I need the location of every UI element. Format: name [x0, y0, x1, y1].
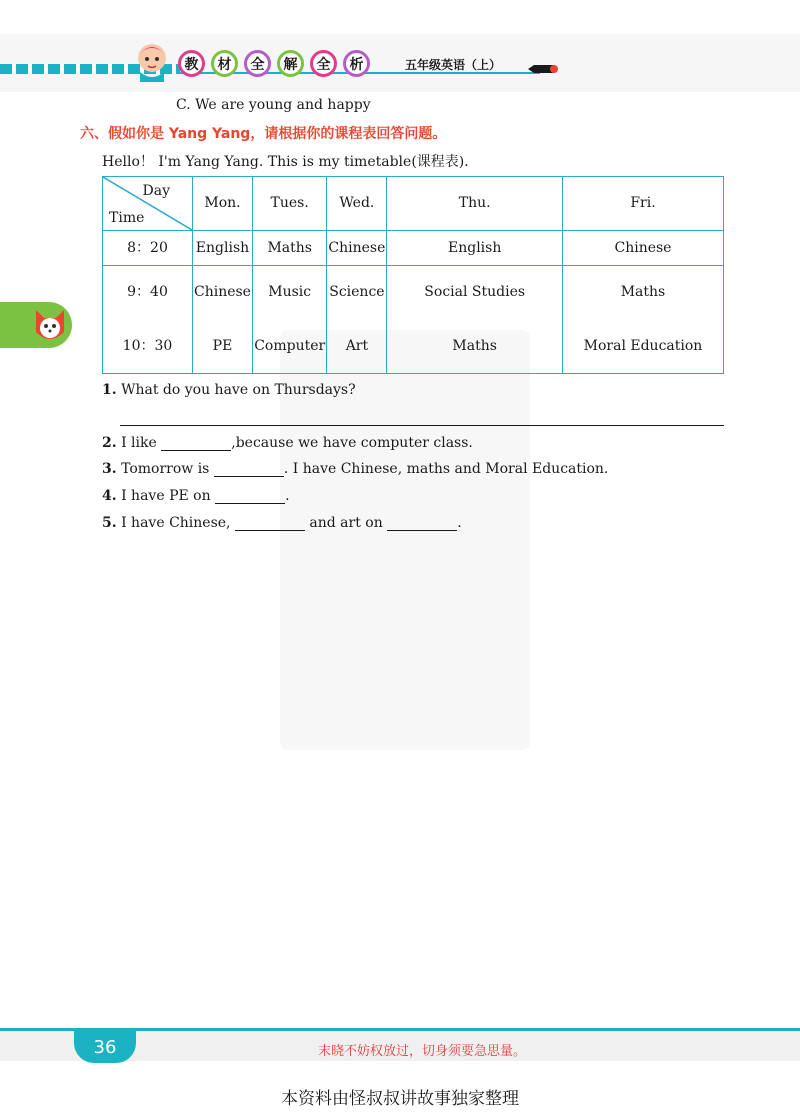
question-number: 1.	[102, 382, 117, 398]
answer-blank[interactable]	[214, 462, 284, 477]
title-char: 全	[310, 50, 337, 77]
corner-cell	[103, 177, 193, 231]
subject-cell: Computer	[252, 320, 326, 374]
question-number: 3.	[102, 461, 117, 477]
mascot-girl-icon	[130, 38, 174, 82]
time-cell: 10：30	[103, 320, 193, 374]
footer-quote: 末晓不妨权放过，切身须要急思量。	[318, 1044, 527, 1059]
answer-line[interactable]	[120, 425, 724, 426]
header-band	[0, 34, 800, 92]
subject-cell: English	[193, 231, 253, 266]
intro-text: Hello！ I'm Yang Yang. This is my timetable(课程表).	[102, 154, 469, 170]
subject-cell: Chinese	[193, 266, 253, 320]
table-row	[103, 231, 724, 266]
answer-blank[interactable]	[235, 516, 305, 531]
title-char: 解	[277, 50, 304, 77]
question-3	[102, 461, 608, 477]
table-row	[103, 320, 724, 374]
answer-blank[interactable]	[161, 436, 231, 451]
section-heading: 六、假如你是 Yang Yang，请根据你的课程表回答问题。	[80, 126, 447, 142]
footer-credit: 本资料由怪叔叔讲故事独家整理	[281, 1089, 519, 1109]
answer-blank[interactable]	[215, 489, 285, 504]
time-cell: 8：20	[103, 231, 193, 266]
subject-cell: Music	[252, 266, 326, 320]
day-header: Tues.	[252, 177, 326, 231]
subject-cell: Social Studies	[387, 266, 563, 320]
day-header: Thu.	[387, 177, 563, 231]
subject-cell: Moral Education	[562, 320, 723, 374]
question-4	[102, 488, 290, 504]
book-title	[178, 50, 370, 77]
subject-cell: Chinese	[562, 231, 723, 266]
subject-cell: PE	[193, 320, 253, 374]
question-number: 2.	[102, 435, 117, 451]
table-header-row	[103, 177, 724, 231]
subject-cell: Art	[327, 320, 387, 374]
question-number: 4.	[102, 488, 117, 504]
title-char: 全	[244, 50, 271, 77]
answer-blank[interactable]	[387, 516, 457, 531]
title-char: 析	[343, 50, 370, 77]
subject-cell: Maths	[562, 266, 723, 320]
page-number: 36	[74, 1031, 136, 1063]
day-header: Mon.	[193, 177, 253, 231]
question-5	[102, 515, 462, 531]
day-header: Fri.	[562, 177, 723, 231]
question-text: What do you have on Thursdays?	[121, 382, 356, 398]
title-char: 教	[178, 50, 205, 77]
question-2	[102, 435, 473, 451]
subject-cell: Maths	[252, 231, 326, 266]
time-cell: 9：40	[103, 266, 193, 320]
question-text: I like	[121, 435, 157, 451]
question-text: I have Chinese,	[121, 515, 231, 531]
question-1	[102, 382, 356, 398]
subject-cell: Maths	[387, 320, 563, 374]
timetable	[102, 176, 724, 374]
table-row	[103, 266, 724, 320]
question-text: . I have Chinese, maths and Moral Education.	[283, 461, 609, 477]
title-char: 材	[211, 50, 238, 77]
subject-cell: Science	[327, 266, 387, 320]
grade-label: 五年级英语（上）	[405, 58, 502, 72]
question-text: Tomorrow is	[121, 461, 210, 477]
corner-time-label: Time	[109, 210, 145, 226]
question-text: and art on	[309, 515, 383, 531]
subject-cell: Chinese	[327, 231, 387, 266]
pencil-icon	[528, 64, 558, 74]
question-text: I have PE on	[121, 488, 211, 504]
previous-option-c: C. We are young and happy	[176, 97, 371, 113]
subject-cell: English	[387, 231, 563, 266]
question-text: .	[457, 515, 462, 531]
corner-day-label: Day	[142, 183, 170, 199]
day-header: Wed.	[327, 177, 387, 231]
fox-mascot-icon	[32, 306, 68, 346]
question-text: .	[285, 488, 290, 504]
question-text: ,because we have computer class.	[231, 435, 473, 451]
question-number: 5.	[102, 515, 117, 531]
